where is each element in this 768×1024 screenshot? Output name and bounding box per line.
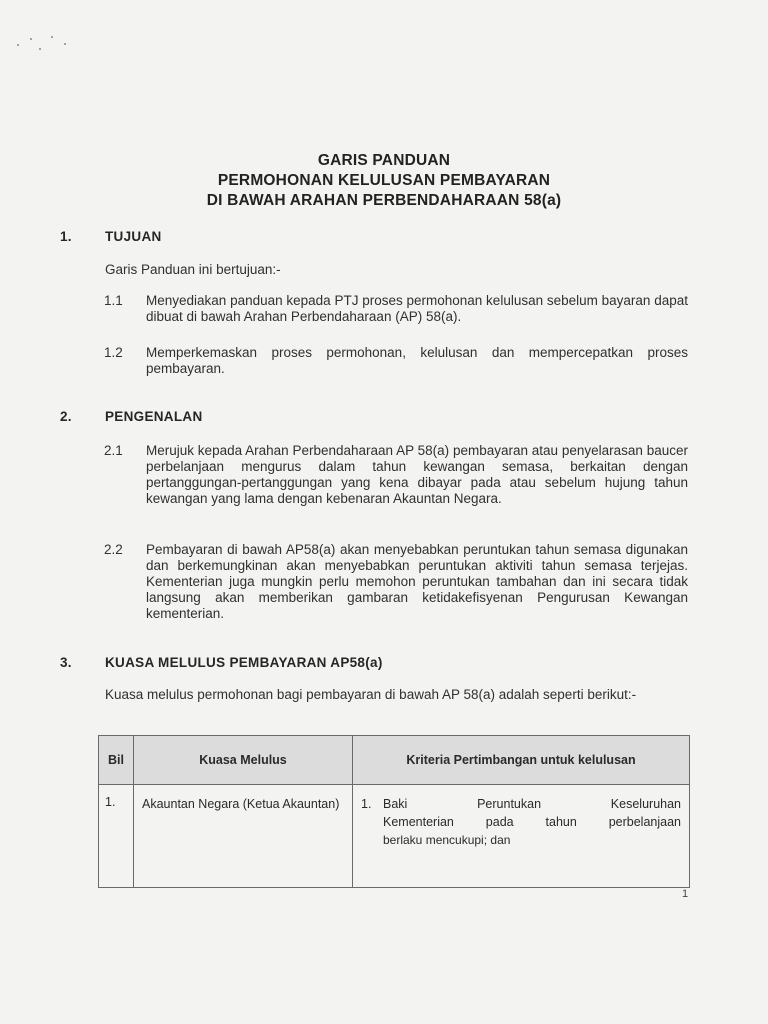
criteria-text-1: Baki Peruntukan Keseluruhan xyxy=(383,797,681,811)
col-header-kriteria: Kriteria Pertimbangan untuk kelulusan xyxy=(353,736,690,785)
section-3-number: 3. xyxy=(60,655,72,670)
doc-title-line-3: DI BAWAH ARAHAN PERBENDAHARAAN 58(a) xyxy=(206,192,562,209)
table-header-row xyxy=(99,736,690,785)
col-header-bil: Bil xyxy=(99,736,134,785)
criteria-text-2: Kementerian pada tahun perbelanjaan xyxy=(383,815,681,829)
item-1-1-number: 1.1 xyxy=(104,293,123,308)
doc-title-line-2: PERMOHONAN KELULUSAN PEMBAYARAN xyxy=(217,172,551,189)
item-2-2-number: 2.2 xyxy=(104,542,123,557)
scan-speck xyxy=(30,38,32,40)
item-1-2-text: Memperkemaskan proses permohonan, kelulusan dan mempercepatkan proses pembayaran. xyxy=(146,345,688,376)
scan-speck xyxy=(51,36,53,38)
page-number: 1 xyxy=(682,888,689,900)
cell-kuasa: Akauntan Negara (Ketua Akauntan) xyxy=(134,785,353,888)
cell-bil: 1. xyxy=(99,785,134,888)
item-2-1-number: 2.1 xyxy=(104,443,123,458)
criteria-line-1 xyxy=(361,795,681,813)
section-1-heading: TUJUAN xyxy=(105,229,162,244)
doc-title-line-1: GARIS PANDUAN xyxy=(317,152,451,169)
table-row xyxy=(99,785,690,888)
section-3-heading: KUASA MELULUS PEMBAYARAN AP58(a) xyxy=(105,655,383,670)
item-2-2-text: Pembayaran di bawah AP58(a) akan menyebabkan peruntukan tahun semasa digunakan dan berkemungkinan akan menyebabkan peruntukan aktiviti tahun semasa terjejas. Kementerian juga mungkin perlu memohon peruntukan tambahan dan ini secara tidak langsung akan memberikan gambaran ketidakefisyenan Pengurusan Kewangan kementerian. xyxy=(146,542,688,621)
section-2-heading: PENGENALAN xyxy=(105,409,203,424)
scan-speck xyxy=(39,48,41,50)
approval-table xyxy=(98,735,690,888)
section-2-number: 2. xyxy=(60,409,72,424)
section-3-intro: Kuasa melulus permohonan bagi pembayaran di bawah AP 58(a) adalah seperti berikut:- xyxy=(105,687,637,702)
criteria-number: 1. xyxy=(361,797,372,811)
scan-speck xyxy=(17,44,19,46)
cell-kriteria xyxy=(353,785,690,888)
scan-speck xyxy=(64,43,66,45)
section-1-intro: Garis Panduan ini bertujuan:- xyxy=(105,262,281,277)
item-1-2-number: 1.2 xyxy=(104,345,123,360)
item-1-1-text: Menyediakan panduan kepada PTJ proses permohonan kelulusan sebelum bayaran dapat dibuat di bawah Arahan Perbendaharaan (AP) 58(a). xyxy=(146,293,688,324)
col-header-kuasa: Kuasa Melulus xyxy=(134,736,353,785)
item-2-1-text: Merujuk kepada Arahan Perbendaharaan AP 58(a) pembayaran atau penyelarasan baucer perbelanjaan mengurus dalam tahun kewangan semasa, berkaitan dengan pertanggungan-pertanggungan yang kena dibayar pada atau sebelum hujung tahun kewangan yang lama dengan kebenaran Akauntan Negara. xyxy=(146,443,688,506)
section-1-number: 1. xyxy=(60,229,72,244)
criteria-text-3: berlaku mencukupi; dan xyxy=(383,833,511,847)
